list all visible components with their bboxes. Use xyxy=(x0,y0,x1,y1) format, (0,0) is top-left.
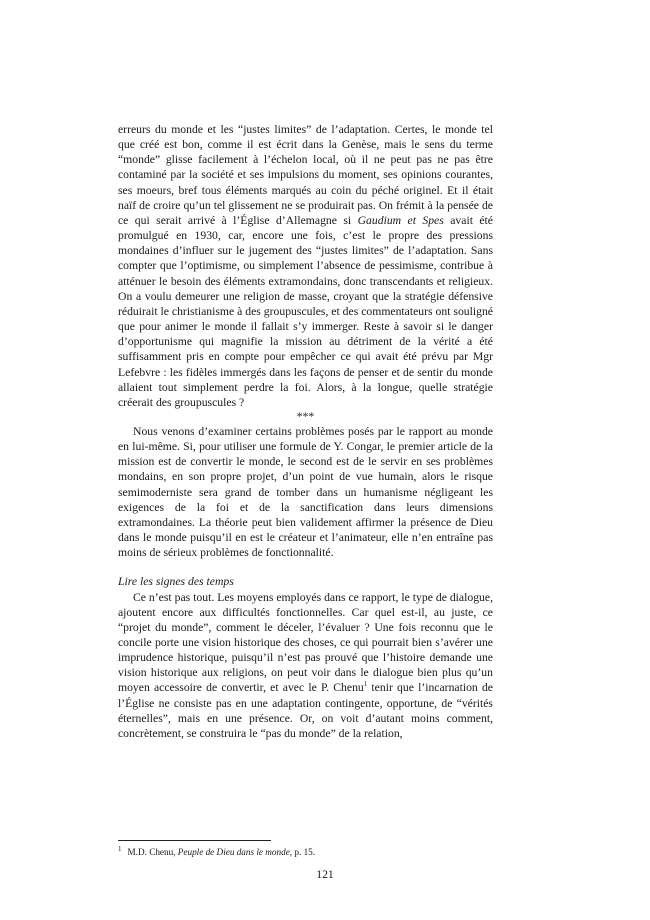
footnote-number: 1 xyxy=(118,844,122,853)
footnote-divider xyxy=(118,840,271,841)
footnote xyxy=(118,846,493,858)
italic-title: Gaudium et Spes xyxy=(357,213,444,227)
footnote-reference[interactable]: 1 xyxy=(363,680,368,689)
paragraph-3-rest: tenir que l’incarnation de l’Église ne consiste pas en une adaptation contingente, opportune, de “vérités éternelles”, mais en une présence. Or, on voit d’autant moins comment, concrètement, se construira le “pas du monde” de la relation, xyxy=(118,681,493,740)
footnote-title: Peuple de Dieu dans le monde xyxy=(177,847,290,857)
paragraph-1-text: erreurs du monde et les “justes limites” de l’adaptation. Certes, le monde tel que créé est bon, comme il est écrit dans la Genèse, mais le sens du terme “monde” glisse facilement à l’échelon local, où il ne peut pas ne pas être contaminé par la société et ses impulsions du moment, ses opinions courantes, ses moeurs, bref tous éléments marqués au coin du péché originel. Et il était naïf de croire qu’un tel glissement ne se produirait pas. On frémit à la pensée de ce qui serait arrivé à l’Église d’Allemagne si xyxy=(118,123,493,227)
paragraph-3-text: Ce n’est pas tout. Les moyens employés dans ce rapport, le type de dialogue, ajoutent encore aux difficultés fonctionnelles. Car quel est-il, au juste, ce “projet du monde”, comment le déceler, l’évaluer ? Une fois reconnu que le concile porte une vision historique des choses, ce qui pourrait bien s’avérer une imprudence historique, puisqu’il n’est pas prouvé que l’histoire demande une vision historique aux religions, on peut voir dans le dialogue bien plus qu’un moyen accessoire de convertir, et avec le P. Chenu xyxy=(118,590,493,695)
body-text xyxy=(118,122,493,741)
paragraph-3 xyxy=(118,590,493,742)
section-heading: Lire les signes des temps xyxy=(118,575,234,589)
section-separator: *** xyxy=(296,409,315,423)
page-number: 121 xyxy=(316,868,334,881)
footnote-author: M.D. Chenu, xyxy=(127,847,178,857)
paragraph-2: Nous venons d’examiner certains problèmes posés par le rapport au monde en lui-même. Si, pour utiliser une formule de Y. Congar, le premier article de la mission est de convertir le monde, le second est de le servir en ses problèmes mondains, en son propre projet, d’un point de vue humain, alors le risque semimoderniste sera grand de tomber dans un humanisme négligeant les exigences de la foi et de la sanctification dans leurs dimensions extramondaines. La théorie peut bien validement affirmer la présence de Dieu dans le monde puisqu’il en est le créateur et l’animateur, elle n’en entraîne pas moins de sérieux problèmes de fonctionnalité. xyxy=(118,424,493,560)
footnote-page: , p. 15. xyxy=(289,847,316,857)
paragraph-1 xyxy=(118,122,493,410)
paragraph-1-rest: avait été promulgué en 1930, car, encore une fois, c’est le propre des pressions mondaines d’influer sur le jugement des “justes limites” de l’adaptation. Sans compter que l’optimisme, ou simplement l’absence de pessimisme, contribue à atténuer le besoin des éléments extramondains, donc transcendants et religieux. On a voulu demeurer une religion de masse, croyant que la stratégie défensive réduirait le christianisme à des groupuscules, et des commentateurs ont souligné que pour animer le monde il fallait s’y immerger. Reste à savoir si le danger d’opportunisme qui magnifie la mission au détriment de la vérité a été suffisamment pris en compte pour empêcher ce qui avait été prévu par Mgr Lefebvre : les fidèles immergés dans les façons de penser et de sentir du monde allaient tout simplement perdre la foi. Alors, à la longue, quelle stratégie créerait des groupuscules ? xyxy=(118,213,493,409)
